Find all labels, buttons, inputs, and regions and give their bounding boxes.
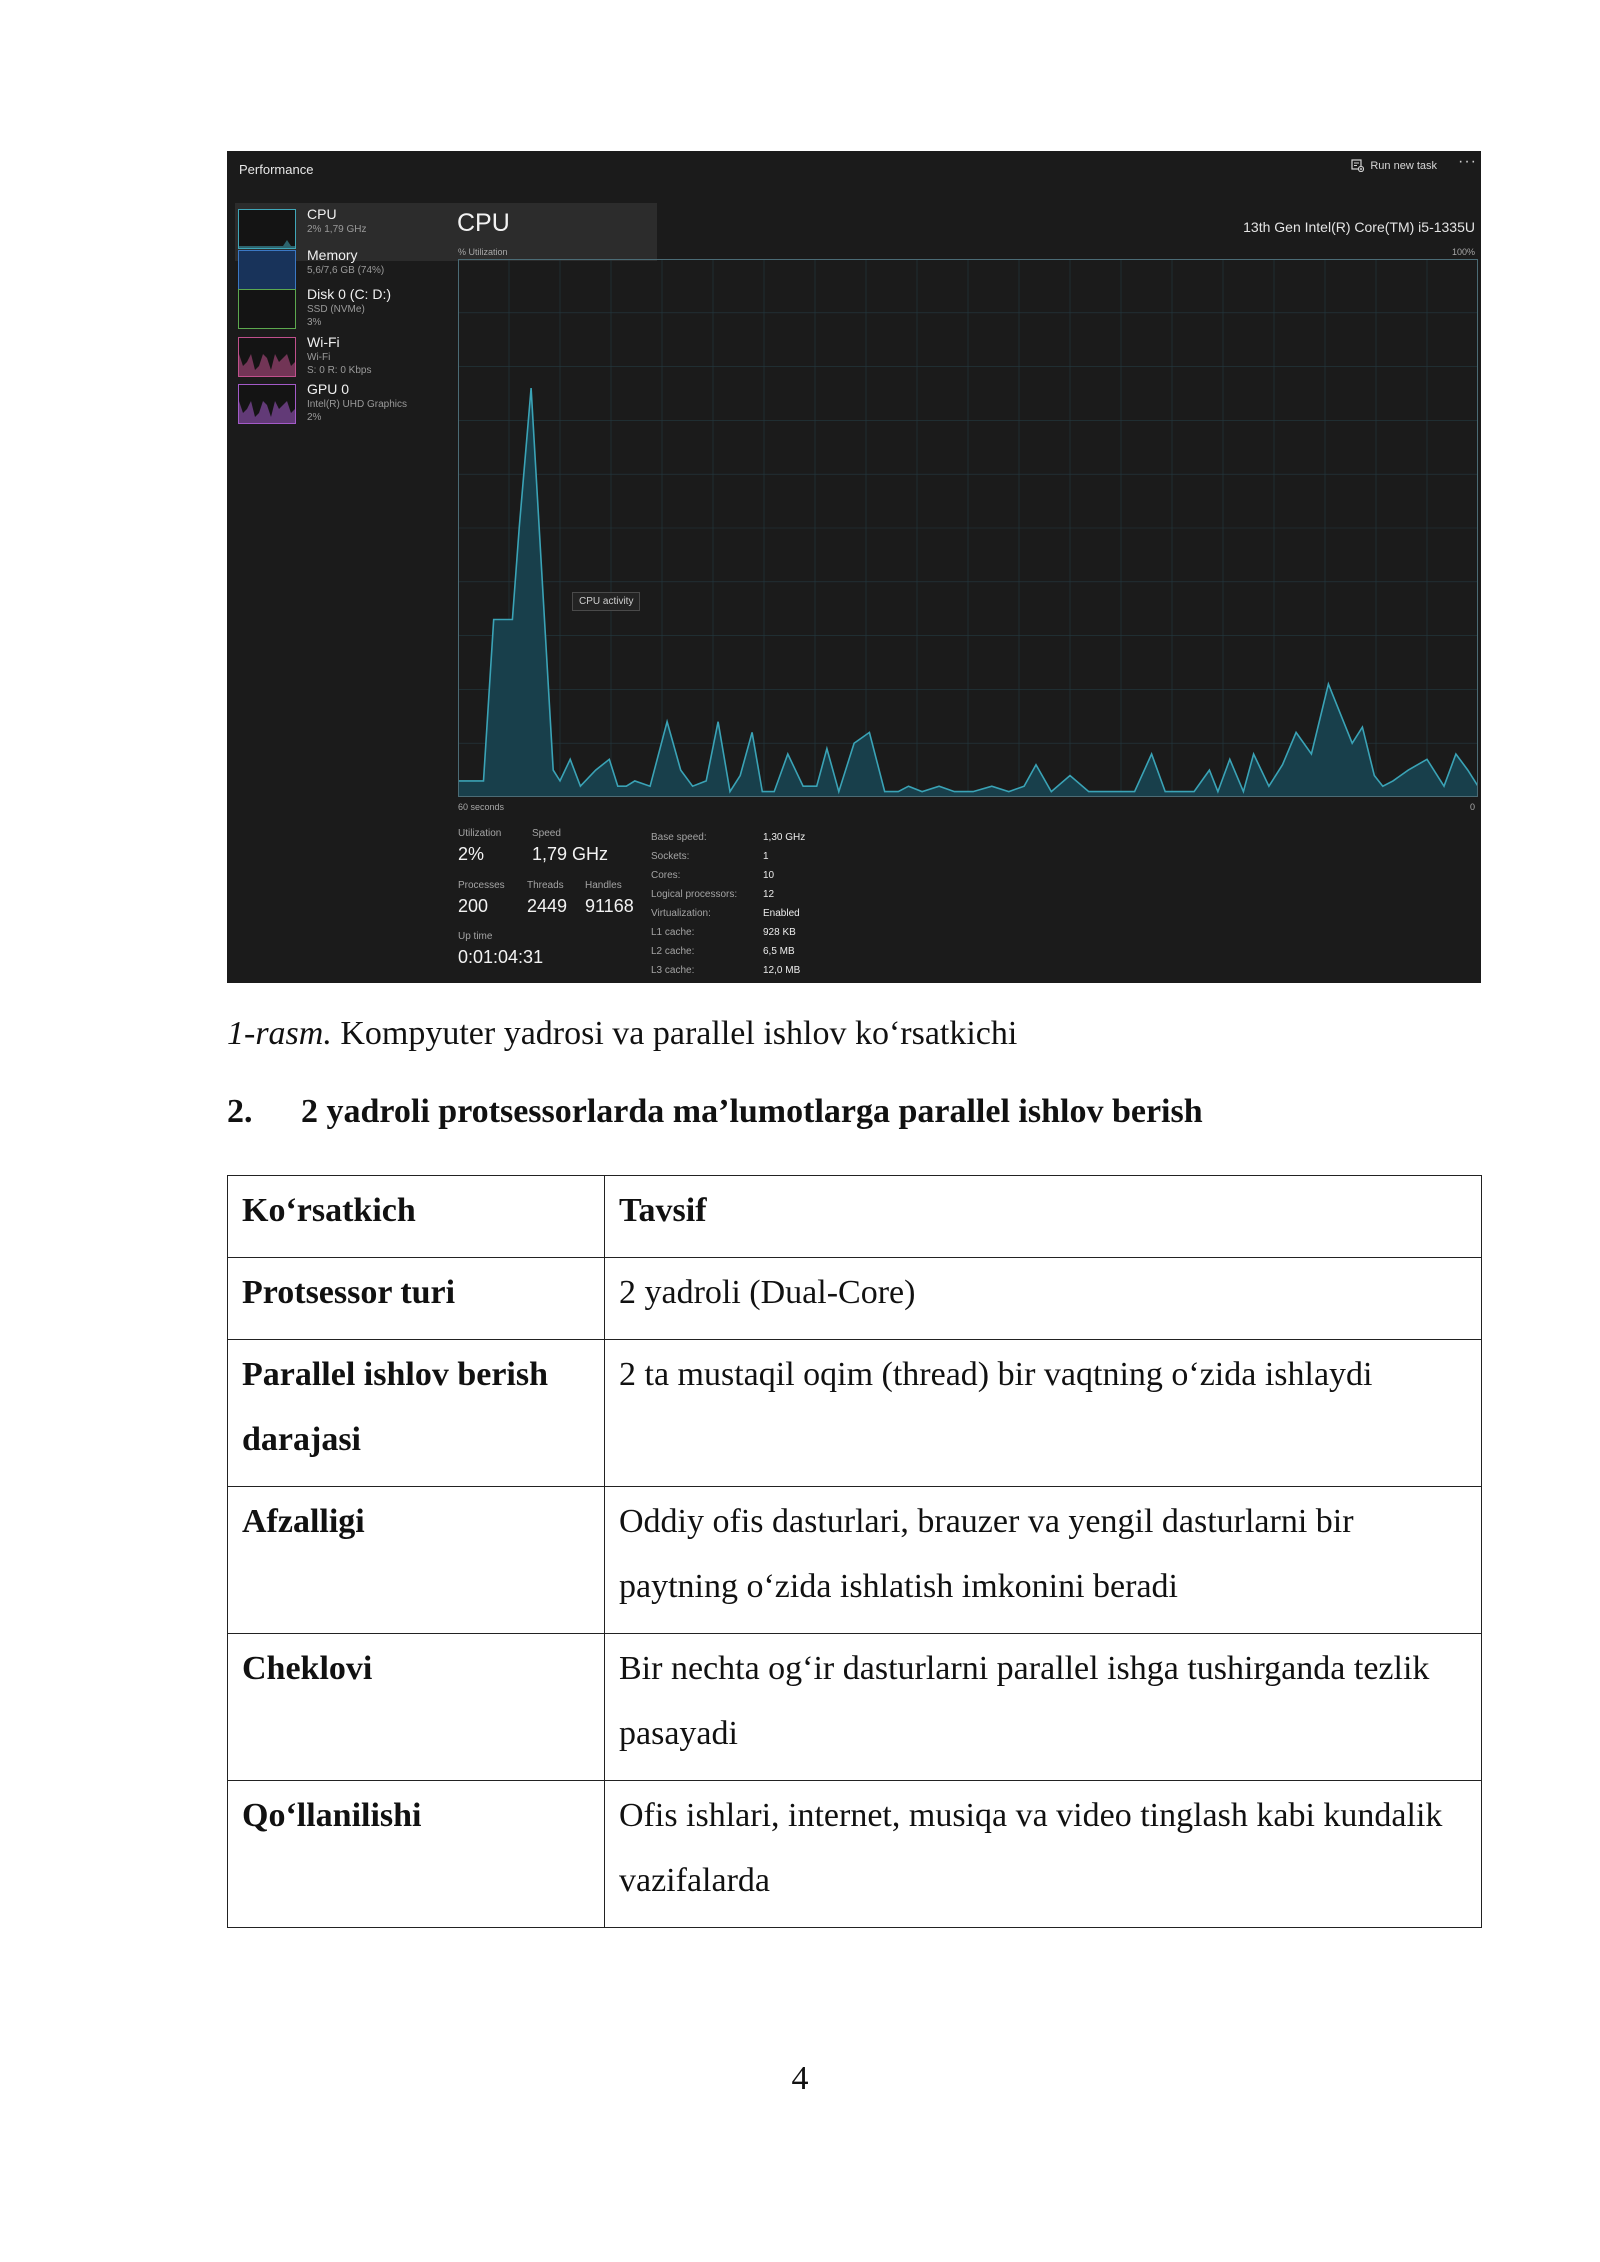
stat-value: 1,79 GHz — [532, 844, 609, 864]
stat-label: Up time — [458, 931, 493, 942]
stat-label: Speed — [532, 828, 561, 839]
sidebar-item-detail: S: 0 R: 0 Kbps — [307, 365, 372, 377]
table-body — [228, 1176, 1482, 1928]
table-row — [228, 1634, 1482, 1781]
spec-value: Enabled — [763, 908, 800, 919]
indicator-cell: Afzalligi — [228, 1487, 605, 1634]
sidebar-item-detail: 3% — [307, 317, 322, 329]
stat-label: Handles — [585, 880, 622, 891]
sidebar-text — [307, 207, 366, 235]
spec-key: L2 cache: — [651, 946, 695, 957]
sidebar-item-detail: 2% — [307, 412, 322, 424]
stat-value: 91168 — [585, 896, 634, 916]
spec-key: Cores: — [651, 870, 681, 881]
sidebar-item-detail: 2% 1,79 GHz — [307, 224, 367, 236]
spec-row — [651, 866, 805, 885]
header-cell-indicator: Ko‘rsatkich — [228, 1176, 605, 1258]
indicator-cell: Cheklovi — [228, 1634, 605, 1781]
spec-key: Logical processors: — [651, 889, 738, 900]
caption-text: Kompyuter yadrosi va parallel ishlov ko‘rsatkichi — [331, 1015, 1018, 1052]
sidebar-item-label: Disk 0 (C: D:) — [307, 286, 391, 302]
spec-value: 10 — [763, 870, 775, 881]
stat-threads — [527, 880, 567, 917]
run-task-icon — [1351, 159, 1364, 172]
table-row — [228, 1258, 1482, 1340]
sidebar-item-detail: 5,6/7,6 GB (74%) — [307, 265, 385, 277]
zero-label: 0 — [1469, 802, 1475, 812]
spec-row — [651, 904, 805, 923]
table-row — [228, 1487, 1482, 1634]
sidebar-thumbnail — [238, 384, 296, 424]
time-axis-label: 60 seconds — [458, 802, 505, 812]
page-number: 4 — [791, 2060, 809, 2097]
section-heading — [227, 1093, 1203, 1131]
stat-label: Threads — [527, 880, 564, 891]
table-row — [228, 1781, 1482, 1928]
sidebar-text — [307, 382, 407, 423]
sidebar-text — [307, 287, 391, 328]
sidebar-item-label: GPU 0 — [307, 381, 350, 397]
sidebar-text — [307, 248, 384, 276]
indicator-cell: Parallel ishlov berish darajasi — [228, 1340, 605, 1487]
cpu-title: CPU — [457, 209, 510, 237]
indicator-cell: Qo‘llanilishi — [228, 1781, 605, 1928]
stat-uptime — [458, 931, 543, 968]
table-row — [228, 1340, 1482, 1487]
spec-key: Sockets: — [651, 851, 690, 862]
spec-row — [651, 942, 805, 961]
spec-value: 1 — [763, 851, 769, 862]
cpu-specs-list — [651, 828, 805, 980]
stat-value: 2% — [458, 844, 485, 864]
window-title: Performance — [239, 162, 314, 177]
max-percent-label: 100% — [1451, 247, 1475, 257]
spec-key: Virtualization: — [651, 908, 711, 919]
section-title: 2 yadroli protsessorlarda ma’lumotlarga parallel ishlov berish — [301, 1093, 1203, 1130]
description-cell: Oddiy ofis dasturlari, brauzer va yengil dasturlarni bir paytning o‘zida ishlatish imkonini beradi — [605, 1487, 1482, 1634]
stat-label: Processes — [458, 880, 505, 891]
spec-row — [651, 961, 805, 980]
sidebar-item-detail: Intel(R) UHD Graphics — [307, 399, 408, 411]
spec-value: 1,30 GHz — [763, 832, 806, 843]
description-cell: 2 yadroli (Dual-Core) — [605, 1258, 1482, 1340]
cpu-activity-tooltip: CPU activity — [572, 592, 640, 611]
stat-value: 2449 — [527, 896, 568, 916]
stat-value: 200 — [458, 896, 489, 916]
description-cell: Bir nechta og‘ir dasturlarni parallel ishga tushirganda tezlik pasayadi — [605, 1634, 1482, 1781]
sidebar-thumbnail — [238, 209, 296, 249]
spec-key: L3 cache: — [651, 965, 695, 976]
spec-key: Base speed: — [651, 832, 707, 843]
stat-value: 0:01:04:31 — [458, 947, 544, 967]
run-new-task-label: Run new task — [1370, 159, 1437, 172]
comparison-table — [227, 1175, 1482, 1928]
sidebar-item-label: Wi-Fi — [307, 334, 340, 350]
spec-value: 12 — [763, 889, 775, 900]
stat-handles — [585, 880, 634, 917]
task-manager-screenshot — [227, 151, 1481, 983]
indicator-cell: Protsessor turi — [228, 1258, 605, 1340]
cpu-utilization-graph — [458, 259, 1478, 797]
section-number: 2. — [227, 1093, 253, 1130]
spec-row — [651, 923, 805, 942]
sidebar-item-label: Memory — [307, 247, 358, 263]
run-new-task-button[interactable] — [1351, 159, 1437, 172]
sidebar-thumbnail — [238, 337, 296, 377]
stat-processes — [458, 880, 505, 917]
description-cell: 2 ta mustaqil oqim (thread) bir vaqtning o‘zida ishlaydi — [605, 1340, 1482, 1487]
description-cell: Ofis ishlari, internet, musiqa va video tinglash kabi kundalik vazifalarda — [605, 1781, 1482, 1928]
spec-row — [651, 847, 805, 866]
stat-speed — [532, 828, 608, 865]
stat-label: Utilization — [458, 828, 502, 839]
figure-caption — [227, 1015, 1017, 1053]
processor-name: 13th Gen Intel(R) Core(TM) i5-1335U — [1243, 219, 1475, 235]
more-options-icon[interactable]: ··· — [1458, 153, 1477, 170]
table-header-row — [228, 1176, 1482, 1258]
spec-value: 928 KB — [763, 927, 796, 938]
sidebar-item-label: CPU — [307, 206, 337, 222]
spec-value: 6,5 MB — [763, 946, 795, 957]
stat-utilization — [458, 828, 501, 865]
utilization-axis-label: % Utilization — [458, 247, 508, 257]
caption-label: 1-rasm. — [227, 1015, 332, 1052]
sidebar-thumbnail — [238, 289, 296, 329]
spec-key: L1 cache: — [651, 927, 695, 938]
spec-row — [651, 885, 805, 904]
spec-row — [651, 828, 805, 847]
sidebar-item-detail: Wi-Fi — [307, 352, 331, 364]
sidebar-item-detail: SSD (NVMe) — [307, 304, 365, 316]
sidebar-text — [307, 335, 371, 376]
header-cell-description: Tavsif — [605, 1176, 1482, 1258]
spec-value: 12,0 MB — [763, 965, 801, 976]
